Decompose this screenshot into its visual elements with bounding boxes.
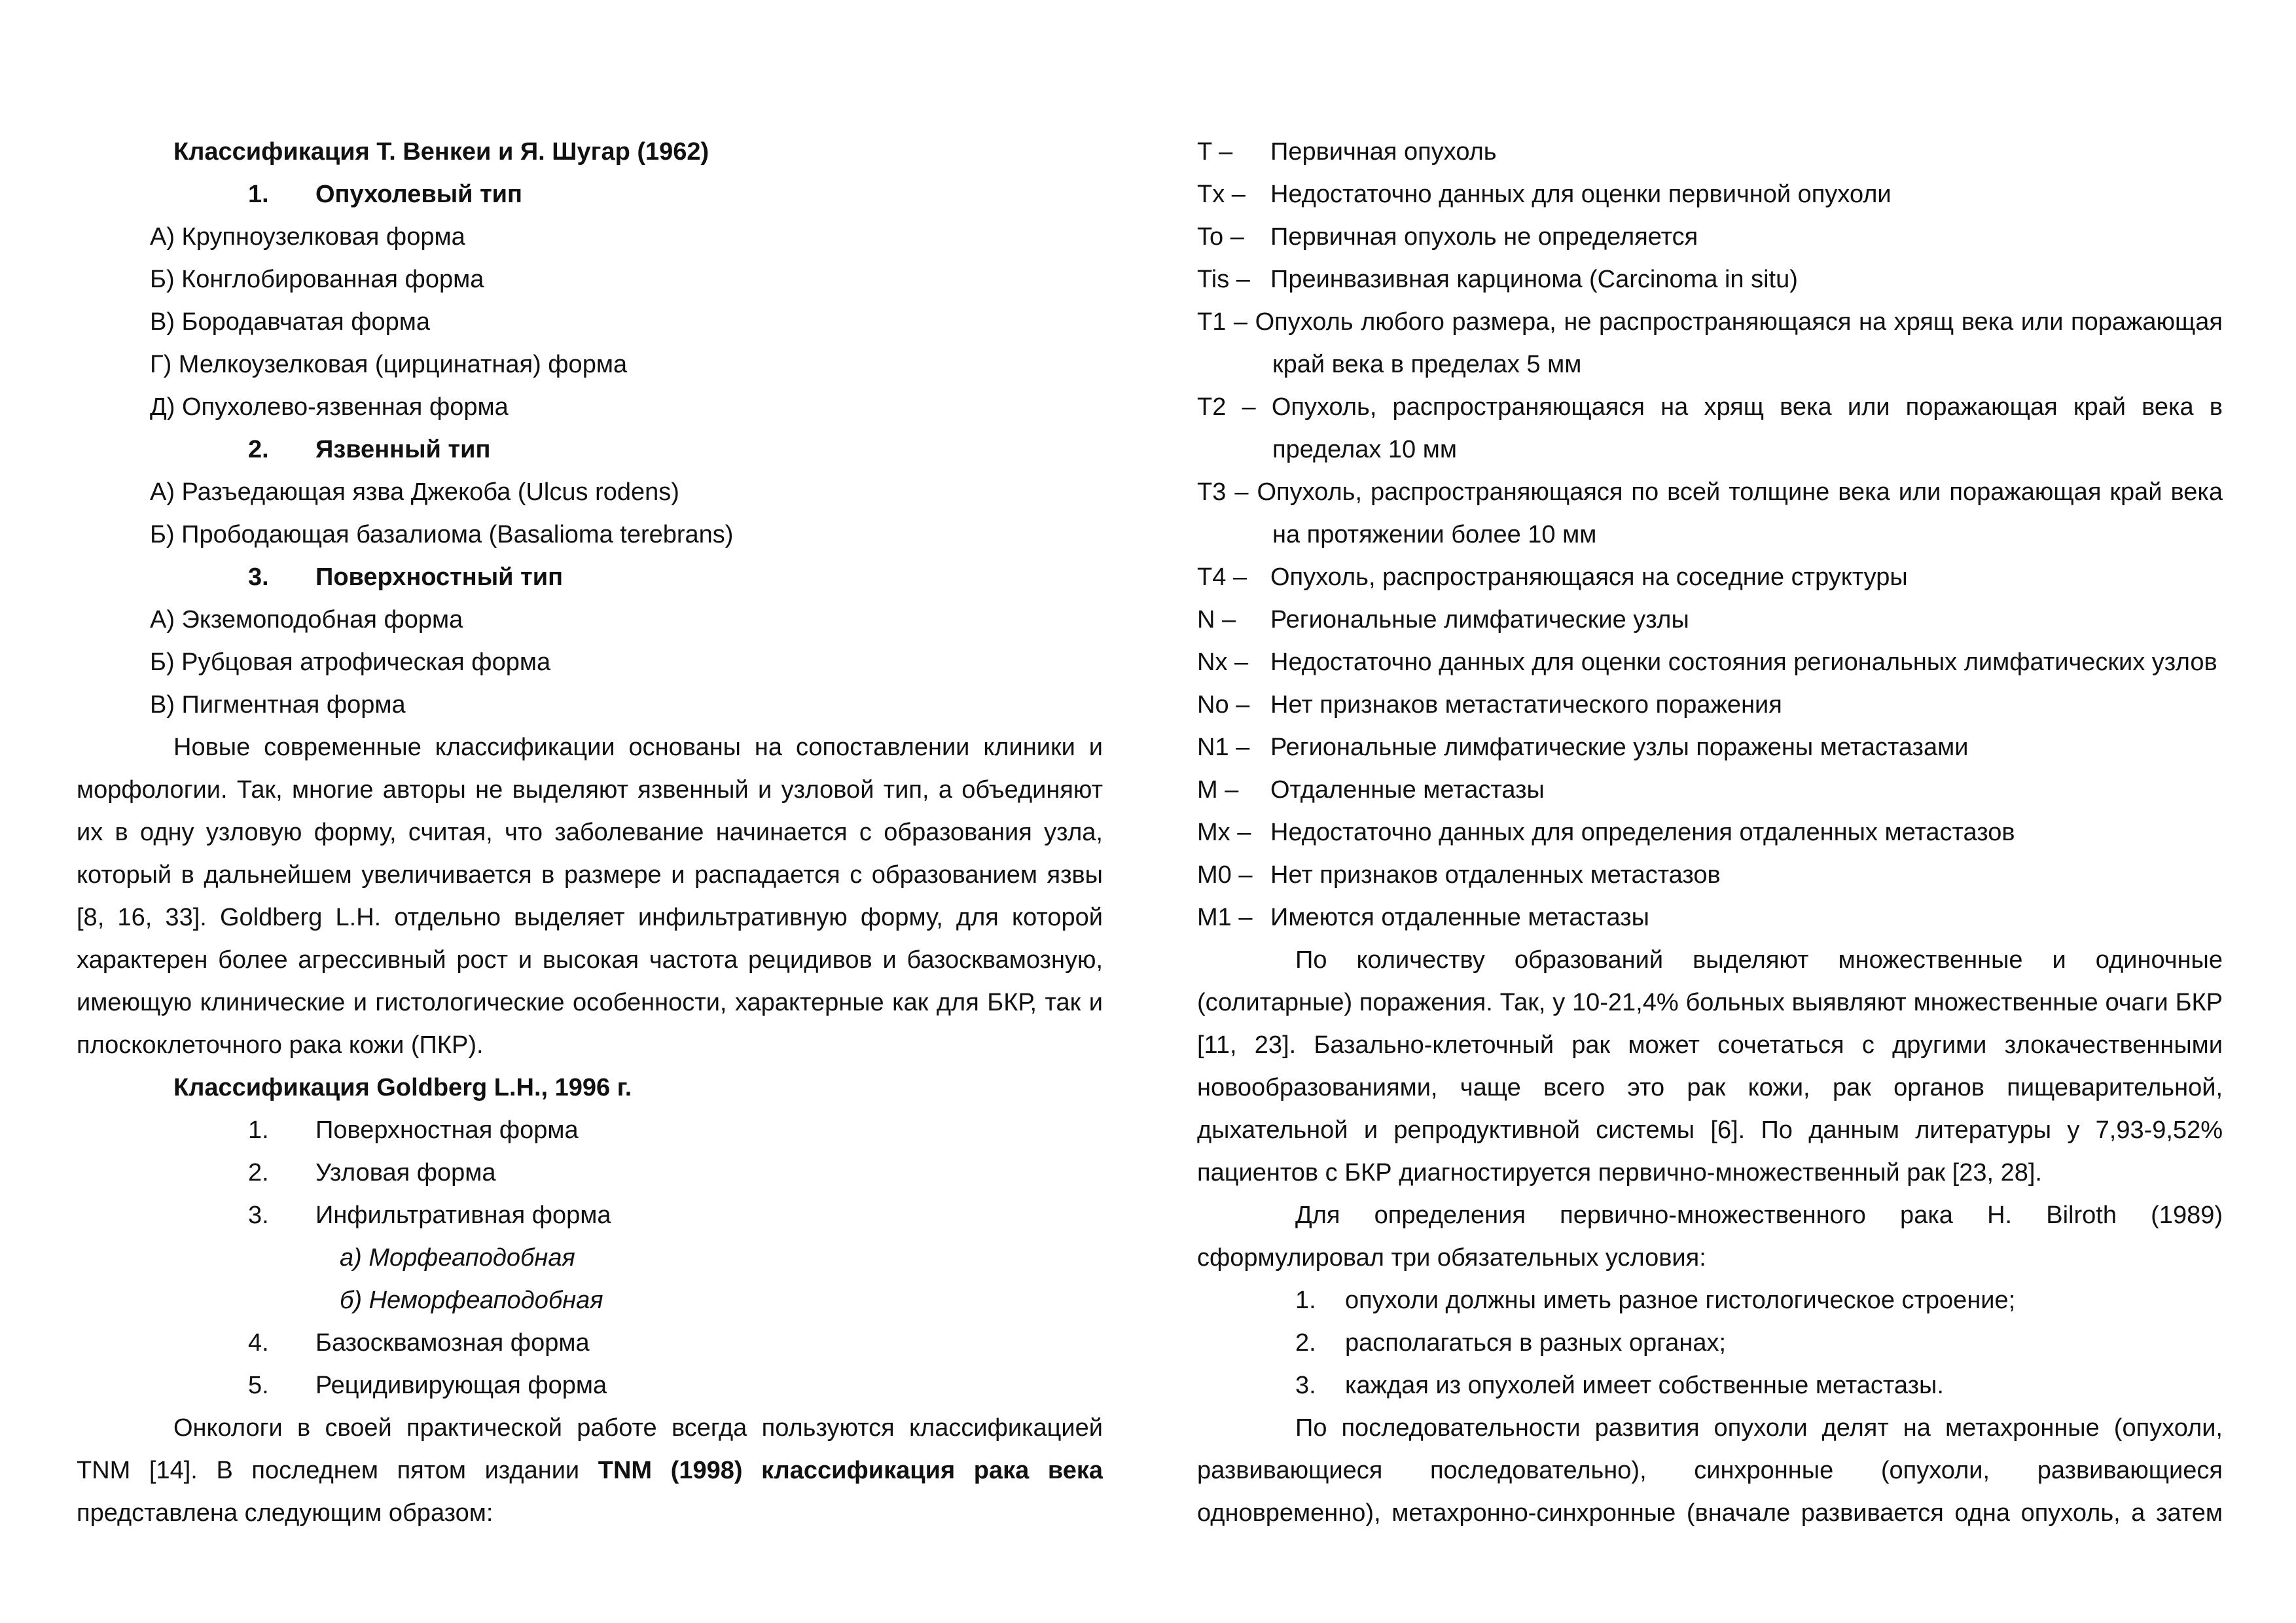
paragraph-line: развивающиеся последовательно), синхронные (опухоли, развивающиеся — [1197, 1457, 2223, 1484]
tnm-row-t1: T1 – Опухоль любого размера, не распространяющаяся на хрящ века или поражающая — [1197, 308, 2223, 336]
paragraph-line: сформулировал три обязательных условия: — [1197, 1244, 1706, 1272]
sub-list-item: а) Морфеаподобная — [340, 1244, 575, 1272]
tnm-text: Недостаточно данных для определения отдаленных метастазов — [1270, 819, 2015, 846]
item-text: опухоли должны иметь разное гистологическое строение; — [1345, 1287, 2016, 1314]
item-number: 3. — [248, 1202, 269, 1229]
paragraph-line: плоскоклеточного рака кожи (ПКР). — [77, 1031, 484, 1059]
section-number: 3. — [248, 563, 269, 591]
tnm-text: Преинвазивная карцинома (Carcinoma in situ) — [1270, 266, 1798, 293]
paragraph-line — [77, 1450, 1103, 1492]
list-item — [77, 1322, 1103, 1364]
tnm-row — [1197, 173, 2223, 216]
tnm-text: Недостаточно данных для оценки первичной опухоли — [1270, 181, 1892, 208]
tnm-text: Отдаленные метастазы — [1270, 776, 1545, 804]
tnm-row — [1197, 684, 2223, 726]
list-item: В) Бородавчатая форма — [150, 308, 430, 336]
item-text: Узловая форма — [315, 1159, 496, 1186]
tnm-code: N1 – — [1197, 734, 1250, 761]
tnm-text: Региональные лимфатические узлы поражены метастазами — [1270, 734, 1969, 761]
paragraph-line: одновременно), метахронно-синхронные (вначале развивается одна опухоль, а затем — [1197, 1499, 2223, 1527]
paragraph-line: имеющую клинические и гистологические особенности, характерные как для БКР, так и — [77, 989, 1103, 1016]
tnm-row — [1197, 216, 2223, 259]
vs-classification-title: Классификация Т. Венкеи и Я. Шугар (1962) — [173, 138, 709, 166]
tnm-text: Нет признаков отдаленных метастазов — [1270, 861, 1721, 889]
section-heading — [77, 173, 1103, 216]
tnm-text: Первичная опухоль не определяется — [1270, 223, 1698, 251]
tnm-code: M1 – — [1197, 904, 1253, 931]
tnm-code: T4 – — [1197, 563, 1247, 591]
item-number: 3. — [1295, 1372, 1316, 1399]
item-number: 2. — [1295, 1329, 1316, 1357]
paragraph-line: По последовательности развития опухоли делят на метахронные (опухоли, — [1295, 1414, 2223, 1442]
tnm-row — [1197, 769, 2223, 812]
list-item: Б) Прободающая базалиома (Basalioma terebrans) — [150, 521, 734, 548]
tnm-row — [1197, 259, 2223, 301]
item-text: каждая из опухолей имеет собственные метастазы. — [1345, 1372, 1944, 1399]
tnm-row-continuation: пределах 10 мм — [1272, 436, 1457, 463]
paragraph-line: дыхательной и репродуктивной системы [6]. По данным литературы у 7,93-9,52% — [1197, 1116, 2223, 1144]
paragraph-line: Онкологи в своей практической работе всегда пользуются классификацией — [173, 1414, 1103, 1442]
paragraph-modern-classifications — [77, 726, 1103, 1067]
condition-item — [1197, 1322, 2223, 1364]
item-number: 5. — [248, 1372, 269, 1399]
tnm-row — [1197, 897, 2223, 939]
list-item: А) Разъедающая язва Джекоба (Ulcus rodens) — [150, 478, 679, 506]
item-number: 1. — [1295, 1287, 1316, 1314]
paragraph-bilroth — [1197, 1194, 2223, 1279]
item-number: 1. — [248, 1116, 269, 1144]
list-item: Г) Мелкоузелковая (цирцинатная) форма — [150, 351, 628, 378]
paragraph-line: их в одну узловую форму, считая, что заболевание начинается с образования узла, — [77, 819, 1103, 846]
tnm-code: N – — [1197, 606, 1236, 633]
list-item: В) Пигментная форма — [150, 691, 406, 719]
item-text: Инфильтративная форма — [315, 1202, 611, 1229]
tnm-code: To – — [1197, 223, 1244, 251]
section-title: Язвенный тип — [315, 436, 491, 463]
paragraph-line: Для определения первично-множественного рака H. Bilroth (1989) — [1295, 1202, 2223, 1229]
paragraph-line: пациентов с БКР диагностируется первично-множественный рак [23, 28]. — [1197, 1159, 2042, 1186]
tnm-code: No – — [1197, 691, 1250, 719]
tnm-text: Нет признаков метастатического поражения — [1270, 691, 1782, 719]
item-text: Базосквамозная форма — [315, 1329, 590, 1357]
section-number: 2. — [248, 436, 269, 463]
tnm-code: Mx – — [1197, 819, 1251, 846]
tnm-row-continuation: на протяжении более 10 мм — [1272, 521, 1597, 548]
goldberg-classification-title: Классификация Goldberg L.H., 1996 г. — [173, 1074, 632, 1101]
list-item: Б) Рубцовая атрофическая форма — [150, 649, 551, 676]
paragraph-multiplicity — [1197, 939, 2223, 1194]
condition-item — [1197, 1364, 2223, 1407]
tnm-code: Nx – — [1197, 649, 1249, 676]
paragraph-line: (солитарные) поражения. Так, у 10-21,4% больных выявляют множественные очаги БКР — [1197, 989, 2223, 1016]
paragraph-line: По количеству образований выделяют множественные и одиночные — [1295, 946, 2223, 974]
list-item — [77, 1152, 1103, 1194]
item-number: 2. — [248, 1159, 269, 1186]
tnm-code: Tis – — [1197, 266, 1250, 293]
item-text: Поверхностная форма — [315, 1116, 579, 1144]
tnm-text: Имеются отдаленные метастазы — [1270, 904, 1649, 931]
paragraph-tnm-intro — [77, 1407, 1103, 1535]
section-title: Опухолевый тип — [315, 181, 522, 208]
tnm-code: Tx – — [1197, 181, 1246, 208]
item-text: располагаться в разных органах; — [1345, 1329, 1727, 1357]
list-item: А) Экземоподобная форма — [150, 606, 463, 633]
tnm-text: Первичная опухоль — [1270, 138, 1497, 166]
section-heading — [77, 556, 1103, 599]
tnm-row-t3: T3 – Опухоль, распространяющаяся по всей толщине века или поражающая край века — [1197, 478, 2223, 506]
tnm-row — [1197, 726, 2223, 769]
tnm-code: M0 – — [1197, 861, 1253, 889]
section-number: 1. — [248, 181, 269, 208]
paragraph-line: представлена следующим образом: — [77, 1499, 493, 1527]
list-item — [77, 1109, 1103, 1152]
paragraph-line: [11, 23]. Базально-клеточный рак может сочетаться с другими злокачественными — [1197, 1031, 2223, 1059]
tnm-row — [1197, 599, 2223, 641]
paragraph-line: морфологии. Так, многие авторы не выделяют язвенный и узловой тип, а объединяют — [77, 776, 1103, 804]
tnm-row — [1197, 641, 2223, 684]
tnm-row — [1197, 556, 2223, 599]
list-item — [77, 1194, 1103, 1237]
tnm-row — [1197, 854, 2223, 897]
tnm-code: M – — [1197, 776, 1239, 804]
tnm-text: Региональные лимфатические узлы — [1270, 606, 1689, 633]
paragraph-sequence — [1197, 1407, 2223, 1535]
paragraph-line: Новые современные классификации основаны на сопоставлении клиники и — [173, 734, 1103, 761]
paragraph-line: [8, 16, 33]. Goldberg L.H. отдельно выделяет инфильтративную форму, для которой — [77, 904, 1103, 931]
list-item — [77, 1364, 1103, 1407]
tnm-text: Опухоль, распространяющаяся на соседние структуры — [1270, 563, 1908, 591]
right-column — [1197, 131, 2223, 1535]
tnm-row-continuation: край века в пределах 5 мм — [1272, 351, 1582, 378]
condition-item — [1197, 1279, 2223, 1322]
left-column — [77, 131, 1103, 1535]
list-item: Б) Конглобированная форма — [150, 266, 484, 293]
tnm-row — [1197, 131, 2223, 173]
section-title: Поверхностный тип — [315, 563, 564, 591]
item-number: 4. — [248, 1329, 269, 1357]
paragraph-line: характерен более агрессивный рост и высокая частота рецидивов и базосквамозную, — [77, 946, 1103, 974]
paragraph-line: новообразованиями, чаще всего это рак кожи, рак органов пищеварительной, — [1197, 1074, 2223, 1101]
list-item: А) Крупноузелковая форма — [150, 223, 465, 251]
section-heading — [77, 429, 1103, 471]
list-item: Д) Опухолево-язвенная форма — [150, 393, 509, 421]
tnm-row — [1197, 812, 2223, 854]
tnm-code: T – — [1197, 138, 1233, 166]
item-text: Рецидивирующая форма — [315, 1372, 607, 1399]
sub-list-item: б) Неморфеаподобная — [340, 1287, 603, 1314]
text-run-bold: TNM (1998) классификация рака века — [598, 1457, 1103, 1484]
text-run: TNM [14]. В последнем пятом издании — [77, 1457, 598, 1484]
tnm-row-t2: T2 – Опухоль, распространяющаяся на хрящ века или поражающая край века в — [1197, 393, 2223, 421]
paragraph-line: который в дальнейшем увеличивается в размере и распадается с образованием язвы — [77, 861, 1103, 889]
tnm-text: Недостаточно данных для оценки состояния региональных лимфатических узлов — [1270, 649, 2217, 676]
